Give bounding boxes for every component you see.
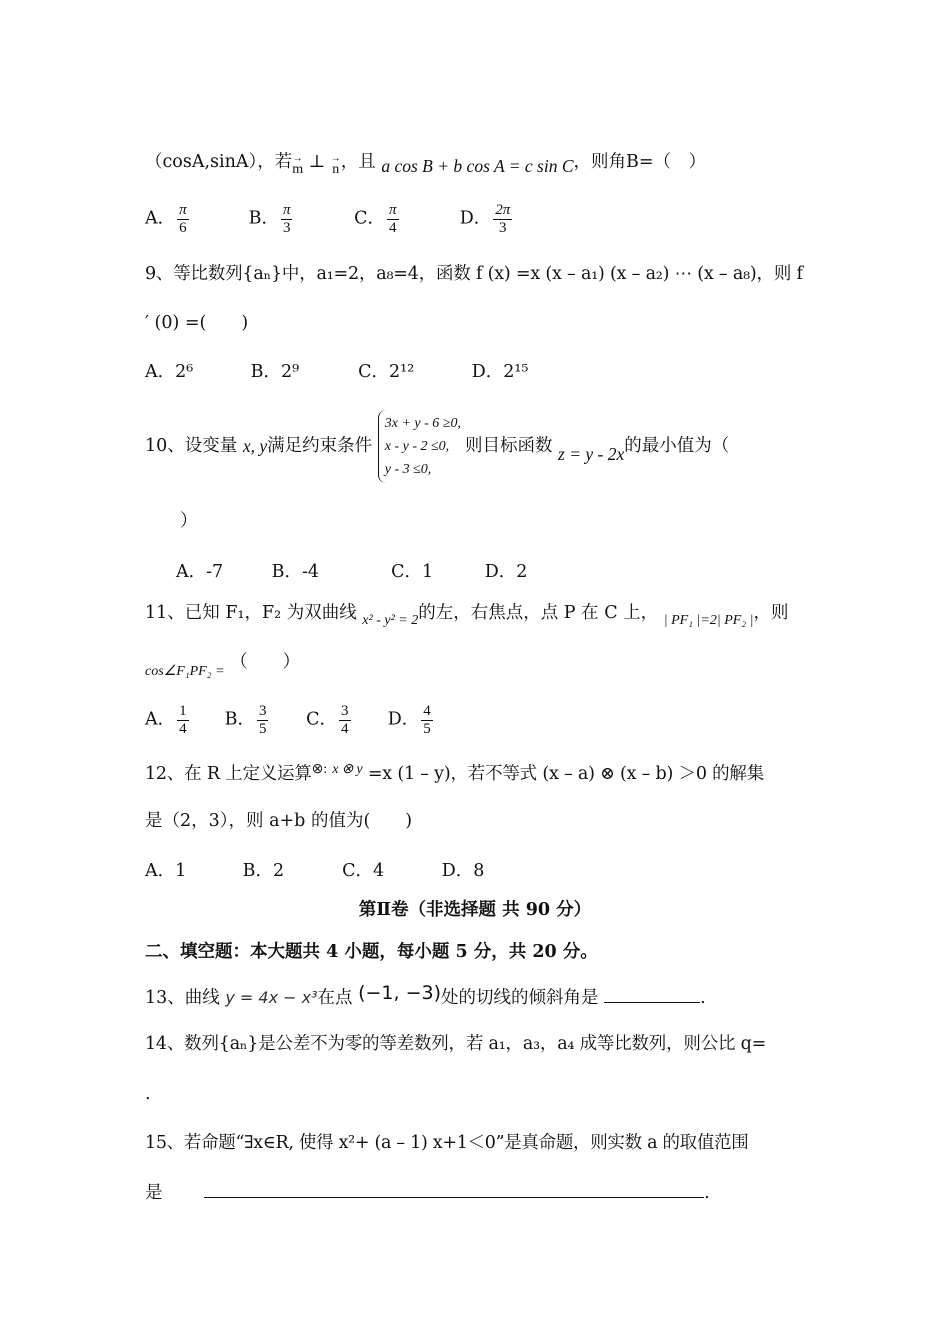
q11-line2 xyxy=(145,652,301,679)
q9-option-d: D．2¹⁵ xyxy=(471,362,529,382)
q11-curve: x² - y² = 2 xyxy=(362,613,419,628)
q11-option-c-value: $\frac{3}{4}$ xyxy=(341,703,349,737)
q8-option-d-value: $\frac{2\pi}{3}$ xyxy=(495,202,511,236)
q12-option-b: B．2 xyxy=(242,861,285,881)
q11-options xyxy=(145,703,435,737)
q9-option-b: B．2⁹ xyxy=(250,362,300,382)
q11-option-d-value: $\frac{4}{5}$ xyxy=(423,703,431,737)
q8-line: （cosA,sinA），若 → m ⊥ → n，且 a cos B + b cos A = c sin C，则角B=（ ） xyxy=(145,152,707,177)
q8-option-d-label: D． xyxy=(459,208,492,229)
q14-line1: 14、数列{aₙ}是公差不为零的等差数列，若 a₁，a₃，a₄ 成等比数列，则公比 q= xyxy=(145,1034,767,1054)
q10-mid2: 则目标函数 xyxy=(464,436,553,457)
q8-option-a-label: A． xyxy=(145,208,176,229)
q15-line1: 15、若命题“∃x∈R, 使得 x²+ (a – 1) x+1＜0”是真命题，则实数 a 的取值范围 xyxy=(145,1133,749,1153)
q13-answer-blank[interactable] xyxy=(604,1002,700,1003)
q12-prefix: 12、在 R 上定义运算 xyxy=(145,764,312,784)
q10-line1 xyxy=(145,410,729,483)
q13-end: . xyxy=(700,988,706,1008)
q13-curve: y = 4x − x³ xyxy=(225,988,318,1007)
q15-line2-prefix: 是 xyxy=(145,1183,163,1203)
q8-option-b-label: B． xyxy=(248,208,279,229)
q13-prefix: 13、曲线 xyxy=(145,988,220,1008)
q8-perp: ⊥ xyxy=(308,152,326,172)
q12-line1 xyxy=(145,764,764,785)
q9-options xyxy=(145,362,528,383)
q10-option-d: D．2 xyxy=(484,562,528,582)
q8-option-c-label: C． xyxy=(354,208,386,229)
q15-answer-blank[interactable] xyxy=(204,1197,704,1198)
section2-title: 第Ⅱ卷（非选择题 共 90 分） xyxy=(358,900,592,920)
section2-heading: 二、填空题：本大题共 4 小题，每小题 5 分，共 20 分。 xyxy=(145,942,598,962)
q11-condition: | PF₁ |=2| PF₂ | xyxy=(663,613,754,628)
q10-constraint-1: 3x + y - 6 ≥0, xyxy=(384,416,461,431)
q11-paren: （ ） xyxy=(230,652,301,672)
q10-option-a: A．-7 xyxy=(176,562,224,582)
q11-option-a-value: $\frac{1}{4}$ xyxy=(179,703,187,737)
q13-mid: 在点 xyxy=(317,988,353,1008)
q10-line2: ） xyxy=(180,511,198,531)
q8-vector-m: m xyxy=(292,162,304,177)
q8-option-c-value: $\frac{\pi}{4}$ xyxy=(389,202,397,236)
q10-option-b: B．-4 xyxy=(271,562,319,582)
q8-vector-n: n xyxy=(332,162,340,177)
q12-option-a: A．1 xyxy=(145,861,187,881)
q9-line1: 9、等比数列{aₙ}中，a₁=2，a₈=4，函数 f (x) =x (x – a₁) (x – a₂) ⋯ (x – a₈)，则 f xyxy=(145,264,803,284)
q8-option-a-value: $\frac{\pi}{6}$ xyxy=(179,202,187,236)
q12-otimes: ⊗: xyxy=(311,762,327,777)
q12-def: x ⊗ y xyxy=(332,762,363,777)
q11-option-d-label: D． xyxy=(387,709,420,730)
q8-and: ，且 xyxy=(340,152,376,172)
q11-expr: cos∠F₁PF₂ = xyxy=(145,664,225,679)
q11-suffix: ，则 xyxy=(753,603,789,623)
q12-line2: 是（2，3），则 a+b 的值为( ) xyxy=(145,811,413,831)
q15-end: . xyxy=(704,1183,710,1203)
q10-option-c: C．1 xyxy=(391,562,434,582)
q10-constraint-system xyxy=(378,410,465,483)
q11-option-a-label: A． xyxy=(145,709,176,730)
q10-vars: x, y xyxy=(242,436,268,457)
q10-prefix: 10、设变量 xyxy=(145,436,238,457)
q8-equation: a cos B + b cos A = c sin C xyxy=(381,156,574,176)
q8-prefix: （cosA,sinA），若 xyxy=(145,152,293,172)
q13-point: (−1, −3) xyxy=(358,982,442,1004)
q11-option-c-label: C． xyxy=(306,709,338,730)
q11-prefix: 11、已知 F₁，F₂ 为双曲线 xyxy=(145,603,357,623)
q9-option-c: C．2¹² xyxy=(358,362,415,382)
q10-objective: z = y - 2x xyxy=(558,444,625,465)
q9-option-a: A．2⁶ xyxy=(145,362,194,382)
q13-suffix: 处的切线的倾斜角是 xyxy=(441,988,599,1008)
q14-line2: . xyxy=(145,1084,151,1104)
q10-options xyxy=(176,562,527,583)
q11-option-b-label: B． xyxy=(224,709,255,730)
q8-options xyxy=(145,202,514,236)
q15-line2 xyxy=(145,1183,710,1204)
q12-option-d: D．8 xyxy=(441,861,485,881)
q13-line xyxy=(145,982,706,1009)
q8-option-b-value: $\frac{\pi}{3}$ xyxy=(282,202,291,236)
q10-constraint-3: y - 3 ≤0, xyxy=(384,462,432,478)
q8-suffix: ，则角B=（ ） xyxy=(573,152,707,172)
q10-constraint-2: x - y - 2 ≤0, xyxy=(384,439,450,455)
q11-option-b-value: $\frac{3}{5}$ xyxy=(258,703,267,737)
q12-line1-rest: =x (1 – y)，若不等式 (x – a) ⊗ (x – b) ＞0 的解集 xyxy=(367,764,765,784)
q11-line1 xyxy=(145,603,789,628)
q12-option-c: C．4 xyxy=(342,861,385,881)
q10-suffix: 的最小值为（ xyxy=(624,436,730,457)
q12-options xyxy=(145,861,484,882)
q10-mid: 满足约束条件 xyxy=(267,436,373,457)
q11-mid: 的左，右焦点，点 P 在 C 上， xyxy=(418,603,659,623)
q9-line2: ′ (0) =( ) xyxy=(145,313,249,333)
